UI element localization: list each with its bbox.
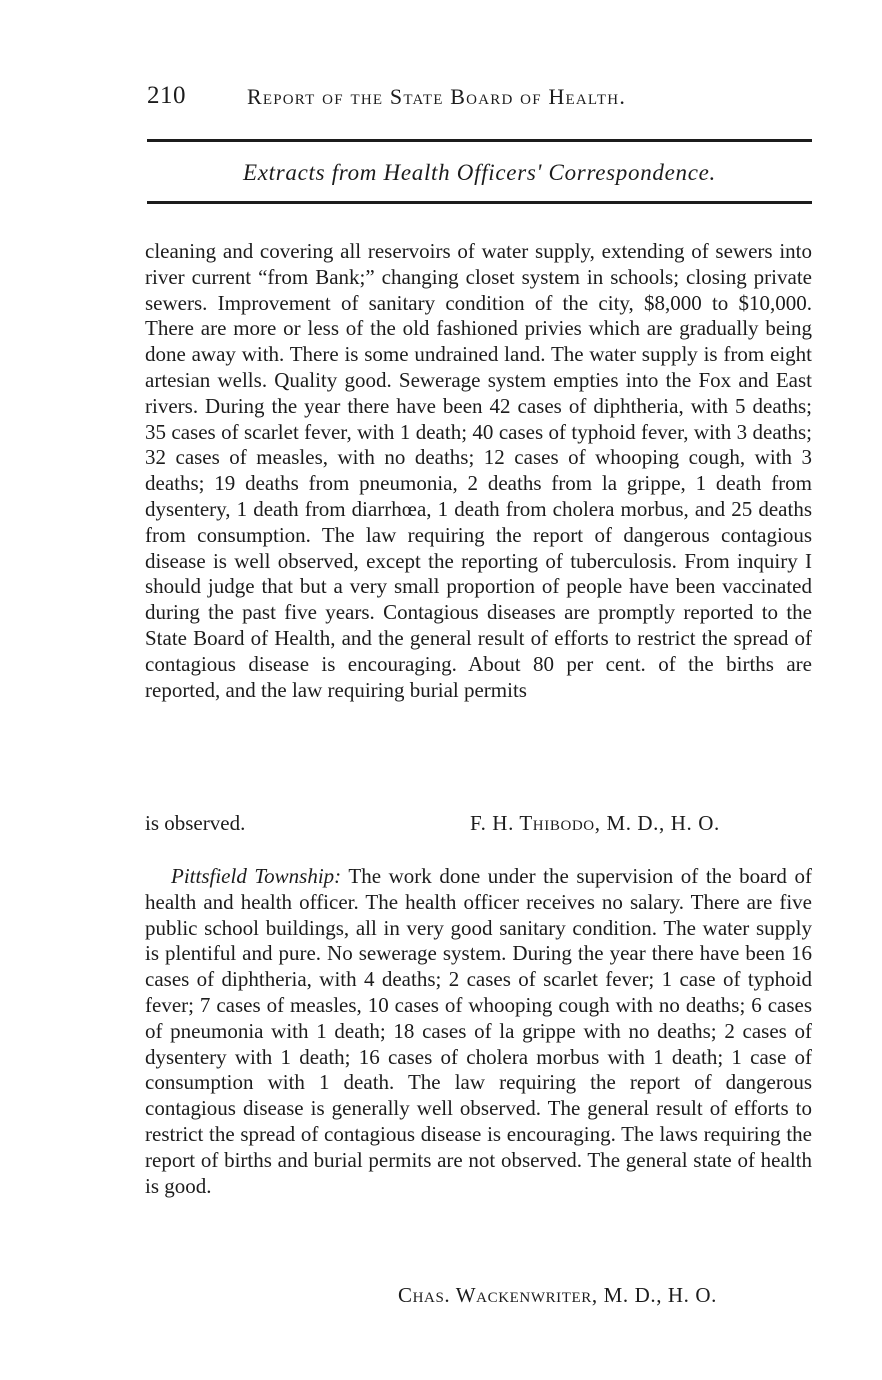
paragraph-2-text: The work done under the supervision of the board of health and health officer. The health officer receives no salary. There are five public school buildings, all in very good sanitary condition. The water supply is plentiful and pure. No sewerage system. During the year there have been 16 cases of diphtheria, with 4 deaths; 2 cases of scarlet fever; 1 case of typhoid fever; 7 cases of measles, 10 cases of whooping cough with no deaths; 6 cases of pneumonia with 1 death; 18 cases of la grippe with no deaths; 2 cases of dysentery with 1 death; 16 cases of cholera morbus with 1 death; 1 case of consumption with 1 death. The law requiring the report of dangerous contagious disease is generally well observed. The general result of efforts to restrict the spread of contagious disease is encouraging. The laws requiring the report of births and burial permits are not observed. The general state of health is good. [145,864,812,1198]
page-number: 210 [147,82,186,109]
report-title: Report of the State Board of Health. [247,84,627,109]
correspondence-paragraph-1: cleaning and covering all reservoirs of water supply, extending of sewers into river current “from Bank;” changing closet system in schools; closing private sewers. Improvement of sanitary condition of the city, $8,000 to $10,000. There are more or less of the old fashioned privies which are gradually being done away with. There is some undrained land. The water supply is from eight artesian wells. Quality good. Sewerage system empties into the Fox and East rivers. During the year there have been 42 cases of diphtheria, with 5 deaths; 35 cases of scarlet fever, with 1 death; 40 cases of typhoid fever, with 3 deaths; 32 cases of measles, with no deaths; 12 cases of whooping cough, with 3 deaths; 19 deaths from pneumonia, 2 deaths from la grippe, 1 death from dysentery, 1 death from diarrhœa, 1 death from cholera morbus, and 25 deaths from consumption. The law requiring the report of dangerous contagious disease is well observed, except the reporting of tuberculosis. From inquiry I should judge that but a very small proportion of people have been vaccinated during the past five years. Contagious diseases are promptly reported to the State Board of Health, and the general result of efforts to restrict the spread of contagious disease is encouraging. About 80 per cent. of the births are reported, and the law requiring burial permits [145,239,812,702]
township-name: Pittsfield Township: [171,864,342,888]
running-head [147,82,812,116]
section-heading: Extracts from Health Officers' Correspondence. [243,160,716,185]
signature-wackenwriter: Chas. Wackenwriter, M. D., H. O. [398,1283,717,1307]
signature-thibodo: F. H. Thibodo, M. D., H. O. [470,811,720,835]
header-rule-bottom [147,201,812,204]
correspondence-paragraph-2 [145,864,812,1199]
header-rule-top [147,139,812,142]
paragraph-1-closing: is observed. [145,811,246,835]
